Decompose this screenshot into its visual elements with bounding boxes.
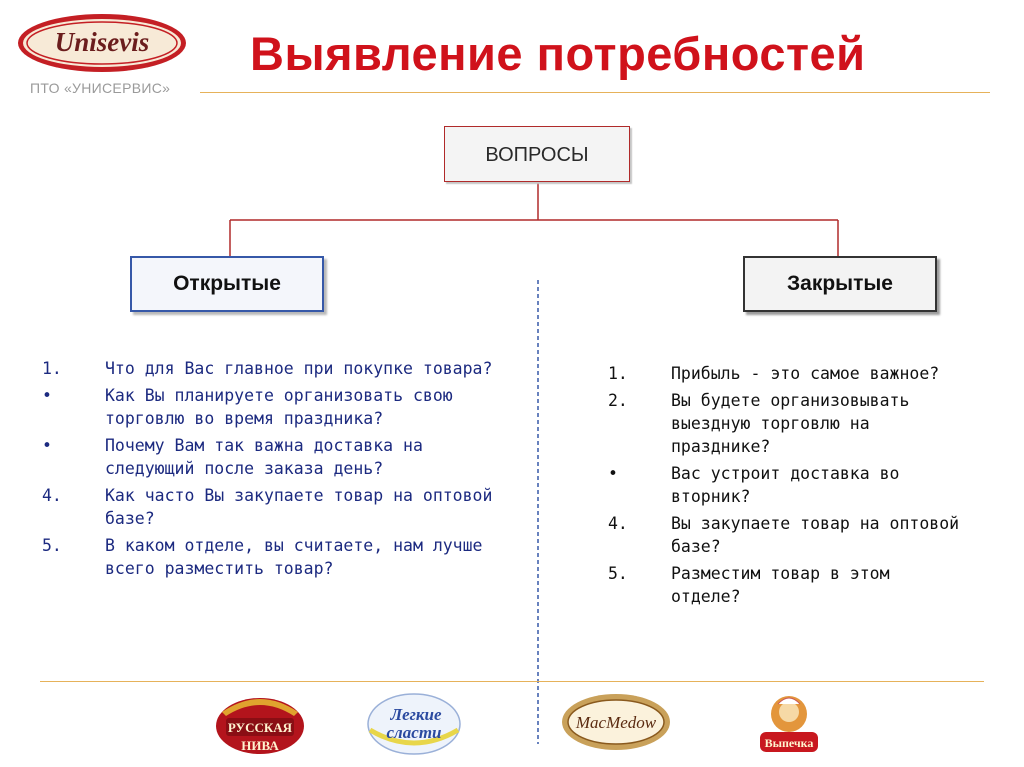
list-item-text: Вы будете организовывать выездную торговлю на празднике? — [671, 391, 910, 456]
list-item — [608, 462, 968, 508]
list-item-text: Прибыль - это самое важное? — [671, 364, 940, 383]
svg-text:сласти: сласти — [386, 723, 442, 742]
company-name: ПТО «УНИСЕРВИС» — [30, 80, 171, 96]
page-title: Выявление потребностей — [250, 27, 866, 80]
list-item-text: Разместим товар в этом отделе? — [671, 564, 890, 606]
list-marker: 4. — [42, 486, 62, 505]
closed-questions-list — [608, 362, 968, 612]
list-item — [42, 384, 512, 430]
list-item — [608, 512, 968, 558]
open-questions-label: Открытые — [173, 272, 281, 295]
list-marker: 4. — [608, 514, 628, 533]
legkie-slasti-logo — [364, 690, 464, 756]
open-questions-list — [42, 357, 512, 584]
macmeadow-logo — [560, 690, 672, 752]
list-item-text: Как Вы планируете организовать свою торговлю во время праздника? — [105, 386, 453, 428]
list-item — [608, 389, 968, 458]
vypechka-logo — [754, 690, 824, 756]
svg-text:НИВА: НИВА — [241, 738, 279, 753]
list-item — [608, 362, 968, 385]
list-item — [42, 357, 512, 380]
list-item-text: Почему Вам так важна доставка на следующий после заказа день? — [105, 436, 423, 478]
closed-questions-label: Закрытые — [786, 272, 893, 295]
list-item-text: Вы закупаете товар на оптовой базе? — [671, 514, 960, 556]
list-item-text: Вас устроит доставка во вторник? — [671, 464, 900, 506]
list-item-text: Как часто Вы закупаете товар на оптовой базе? — [105, 486, 493, 528]
list-marker: • — [42, 386, 52, 405]
list-item-text: В каком отделе, вы считаете, нам лучше всего разместить товар? — [105, 536, 483, 578]
questions-label: ВОПРОСЫ — [485, 144, 589, 166]
list-marker: 2. — [608, 391, 628, 410]
footer-divider — [40, 681, 984, 682]
list-marker: • — [42, 436, 52, 455]
list-item — [42, 484, 512, 530]
list-marker: 5. — [608, 564, 628, 583]
list-marker: 5. — [42, 536, 62, 555]
list-item — [42, 434, 512, 480]
list-item — [42, 534, 512, 580]
svg-text:Легкие: Легкие — [390, 705, 442, 724]
list-marker: 1. — [42, 359, 62, 378]
svg-text:MacMedow: MacMedow — [575, 713, 657, 732]
svg-text:РУССКАЯ: РУССКАЯ — [227, 720, 293, 735]
list-marker: 1. — [608, 364, 628, 383]
svg-text:Выпечка: Выпечка — [764, 736, 814, 750]
logo-text: Unisevis — [54, 27, 150, 57]
list-item — [608, 562, 968, 608]
russkaya-niva-logo — [214, 690, 306, 758]
list-marker: • — [608, 464, 618, 483]
list-item-text: Что для Вас главное при покупке товара? — [105, 359, 493, 378]
